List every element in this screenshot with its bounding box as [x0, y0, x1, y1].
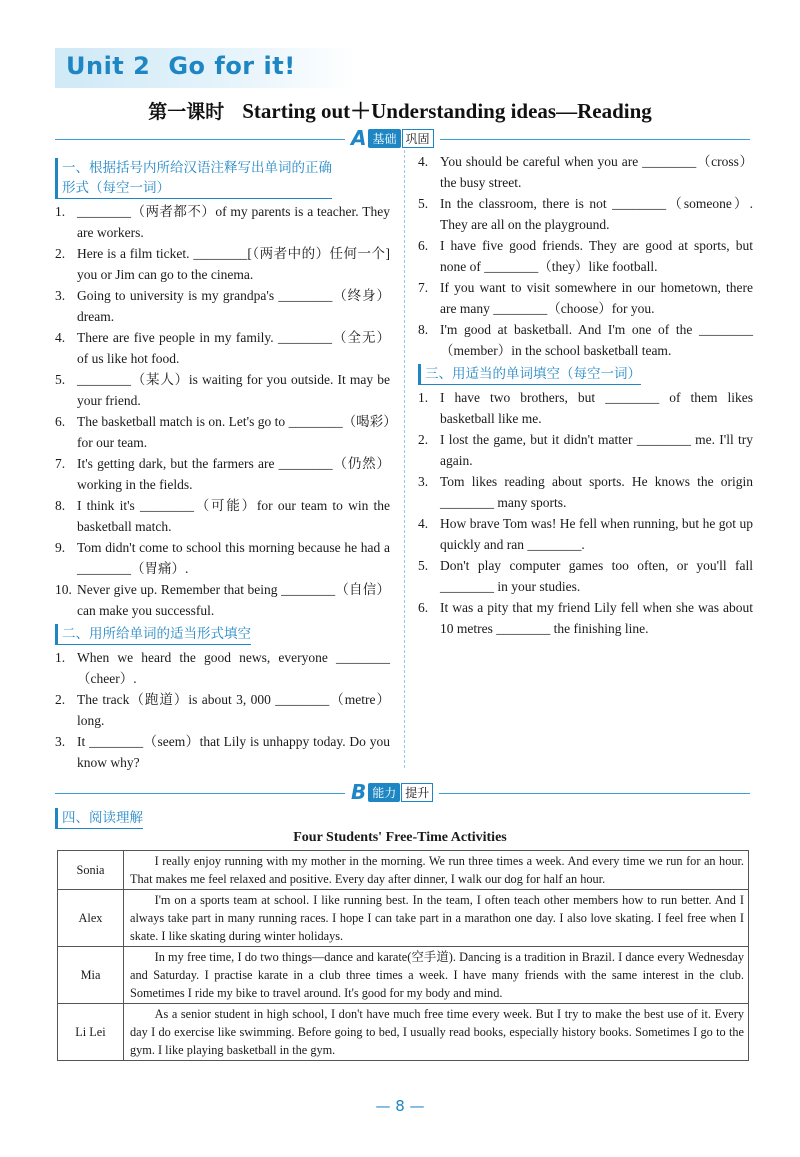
column-divider: [404, 150, 405, 768]
question-number: 4.: [418, 154, 429, 169]
table-title: Four Students' Free-Time Activities: [293, 830, 507, 845]
question-item: [418, 430, 753, 471]
student-name: Alex: [58, 890, 124, 947]
question-text: Never give up. Remember that being ________（自信）can make you successful.: [77, 582, 390, 618]
question-item: [55, 732, 390, 773]
question-number: 7.: [418, 280, 429, 295]
question-item: [418, 556, 753, 597]
section3-heading: 三、用适当的单词填空（每空一词）: [418, 364, 641, 385]
activities-table: [57, 850, 749, 1061]
question-text: I lost the game, but it didn't matter ________ me. I'll try again.: [440, 432, 753, 468]
question-number: 4.: [55, 330, 66, 345]
band-b: [55, 782, 750, 802]
question-item: [55, 648, 390, 689]
question-number: 6.: [55, 414, 66, 429]
question-item: [55, 690, 390, 731]
question-text: ________（两者都不）of my parents is a teacher. They are workers.: [77, 204, 390, 240]
question-number: 6.: [418, 238, 429, 253]
question-item: [418, 388, 753, 429]
question-item: [55, 244, 390, 285]
question-item: [55, 538, 390, 579]
right-column: [418, 152, 753, 640]
band-a-label1: 基础: [368, 129, 400, 148]
question-text: I'm good at basketball. And I'm one of the ________（member）in the school basketball team.: [440, 322, 753, 358]
question-number: 1.: [418, 390, 429, 405]
question-text: It ________（seem）that Lily is unhappy today. Do you know why?: [77, 734, 390, 770]
question-number: 7.: [55, 456, 66, 471]
question-number: 6.: [418, 600, 429, 615]
lesson-name: Starting out＋Understanding ideas—Reading: [242, 99, 652, 123]
section2-items-right: [418, 152, 753, 361]
student-activity-text: In my free time, I do two things—dance and karate(空手道). Dancing is a tradition in Brazil. I dance every Wednesday and Saturday. I practise karate in a club three times a week. I have many friends with the same interest in the club. Sometimes I ride my bike to travel around. It's good for my body and mind.: [124, 947, 749, 1004]
question-text: It's getting dark, but the farmers are ________（仍然）working in the fields.: [77, 456, 390, 492]
section1-heading-line1: 一、根据括号内所给汉语注释写出单词的正确: [62, 160, 332, 176]
question-text: In the classroom, there is not ________（someone）. They are all on the playground.: [440, 196, 753, 232]
section1-heading-line2: 形式（每空一词）: [62, 180, 170, 196]
question-text: I have five good friends. They are good at sports, but none of ________（they）like football.: [440, 238, 753, 274]
question-item: [55, 496, 390, 537]
section3-items: [418, 388, 753, 639]
student-activity-text: I really enjoy running with my mother in the morning. We run three times a week. And every time we run for an hour. That makes me feel relaxed and positive. Every day after dinner, I walk our dog for half an hour.: [124, 851, 749, 890]
page-number: — 8 —: [375, 1097, 425, 1115]
question-text: Going to university is my grandpa's ________（终身）dream.: [77, 288, 390, 324]
question-number: 3.: [55, 734, 66, 749]
band-a-tag: [345, 128, 440, 148]
lesson-number: 第一课时: [148, 101, 225, 123]
student-activity-text: As a senior student in high school, I don't have much free time every week. But I try to make the best use of it. Every day I do exercise like swimming. Before going to bed, I usually read books, especially history books. Sometimes I go to the gym. I like playing basketball in the gym.: [124, 1004, 749, 1061]
question-item: [418, 194, 753, 235]
question-text: Tom didn't come to school this morning because he had a ________（胃痛）.: [77, 540, 390, 576]
band-a-label2: 巩固: [402, 129, 434, 148]
student-name: Sonia: [58, 851, 124, 890]
question-item: [418, 320, 753, 361]
question-item: [55, 370, 390, 411]
left-column: [55, 156, 390, 774]
question-number: 5.: [418, 196, 429, 211]
section2-items-left: [55, 648, 390, 773]
section2-heading: 二、用所给单词的适当形式填空: [55, 624, 251, 645]
question-text: Tom likes reading about sports. He knows the origin ________ many sports.: [440, 474, 753, 510]
table-row: [58, 947, 749, 1004]
question-number: 2.: [55, 246, 66, 261]
question-number: 8.: [418, 322, 429, 337]
question-text: If you want to visit somewhere in our hometown, there are many ________（choose）for you.: [440, 280, 753, 316]
question-text: I think it's ________（可能）for our team to win the basketball match.: [77, 498, 390, 534]
question-text: Here is a film ticket. ________[（两者中的）任何一个] you or Jim can go to the cinema.: [77, 246, 390, 282]
question-item: [55, 286, 390, 327]
question-text: It was a pity that my friend Lily fell when she was about 10 metres ________ the finishing line.: [440, 600, 753, 636]
band-b-tag: [345, 782, 439, 802]
table-row: [58, 1004, 749, 1061]
question-number: 9.: [55, 540, 66, 555]
question-item: [418, 514, 753, 555]
activities-table-body: [58, 851, 749, 1061]
question-item: [55, 412, 390, 453]
band-b-letter: B: [351, 780, 367, 804]
question-text: The track（跑道）is about 3, 000 ________（metre）long.: [77, 692, 390, 728]
question-item: [55, 328, 390, 369]
question-item: [418, 278, 753, 319]
question-text: There are five people in my family. ________（全无）of us like hot food.: [77, 330, 390, 366]
unit-title: [66, 52, 296, 80]
section1-heading: [55, 158, 332, 199]
question-item: [418, 152, 753, 193]
question-text: The basketball match is on. Let's go to ________（喝彩）for our team.: [77, 414, 390, 450]
question-number: 5.: [55, 372, 66, 387]
question-item: [55, 454, 390, 495]
question-number: 1.: [55, 650, 66, 665]
unit-name: Go for it!: [168, 52, 296, 80]
question-number: 2.: [55, 692, 66, 707]
question-text: ________（某人）is waiting for you outside. It may be your friend.: [77, 372, 390, 408]
question-item: [418, 598, 753, 639]
question-text: You should be careful when you are ________（cross）the busy street.: [440, 154, 753, 190]
lesson-title: [0, 95, 800, 125]
question-number: 5.: [418, 558, 429, 573]
question-item: [55, 202, 390, 243]
band-a: [55, 128, 750, 148]
question-item: [418, 472, 753, 513]
student-name: Mia: [58, 947, 124, 1004]
student-activity-text: I'm on a sports team at school. I like running best. In the team, I often teach other members how to run better. And I always take part in many running races. I hope I can take part in a marathon one day. I also love skating. I feel free when I skate. I like skating during winter holidays.: [124, 890, 749, 947]
question-number: 1.: [55, 204, 66, 219]
question-number: 3.: [55, 288, 66, 303]
band-b-label2: 提升: [401, 783, 433, 802]
question-number: 3.: [418, 474, 429, 489]
question-item: [418, 236, 753, 277]
band-a-letter: A: [351, 126, 367, 150]
question-number: 4.: [418, 516, 429, 531]
section4-heading: 四、阅读理解: [55, 808, 143, 829]
question-text: Don't play computer games too often, or you'll fall ________ in your studies.: [440, 558, 753, 594]
student-name: Li Lei: [58, 1004, 124, 1061]
question-item: [55, 580, 390, 621]
question-number: 8.: [55, 498, 66, 513]
question-number: 2.: [418, 432, 429, 447]
question-number: 10.: [55, 582, 72, 597]
section1-items: [55, 202, 390, 621]
question-text: How brave Tom was! He fell when running, but he got up quickly and ran ________.: [440, 516, 753, 552]
question-text: I have two brothers, but ________ of them likes basketball like me.: [440, 390, 753, 426]
band-b-label1: 能力: [368, 783, 400, 802]
table-row: [58, 851, 749, 890]
question-text: When we heard the good news, everyone ________（cheer）.: [77, 650, 390, 686]
table-row: [58, 890, 749, 947]
unit-number: Unit 2: [66, 52, 151, 80]
